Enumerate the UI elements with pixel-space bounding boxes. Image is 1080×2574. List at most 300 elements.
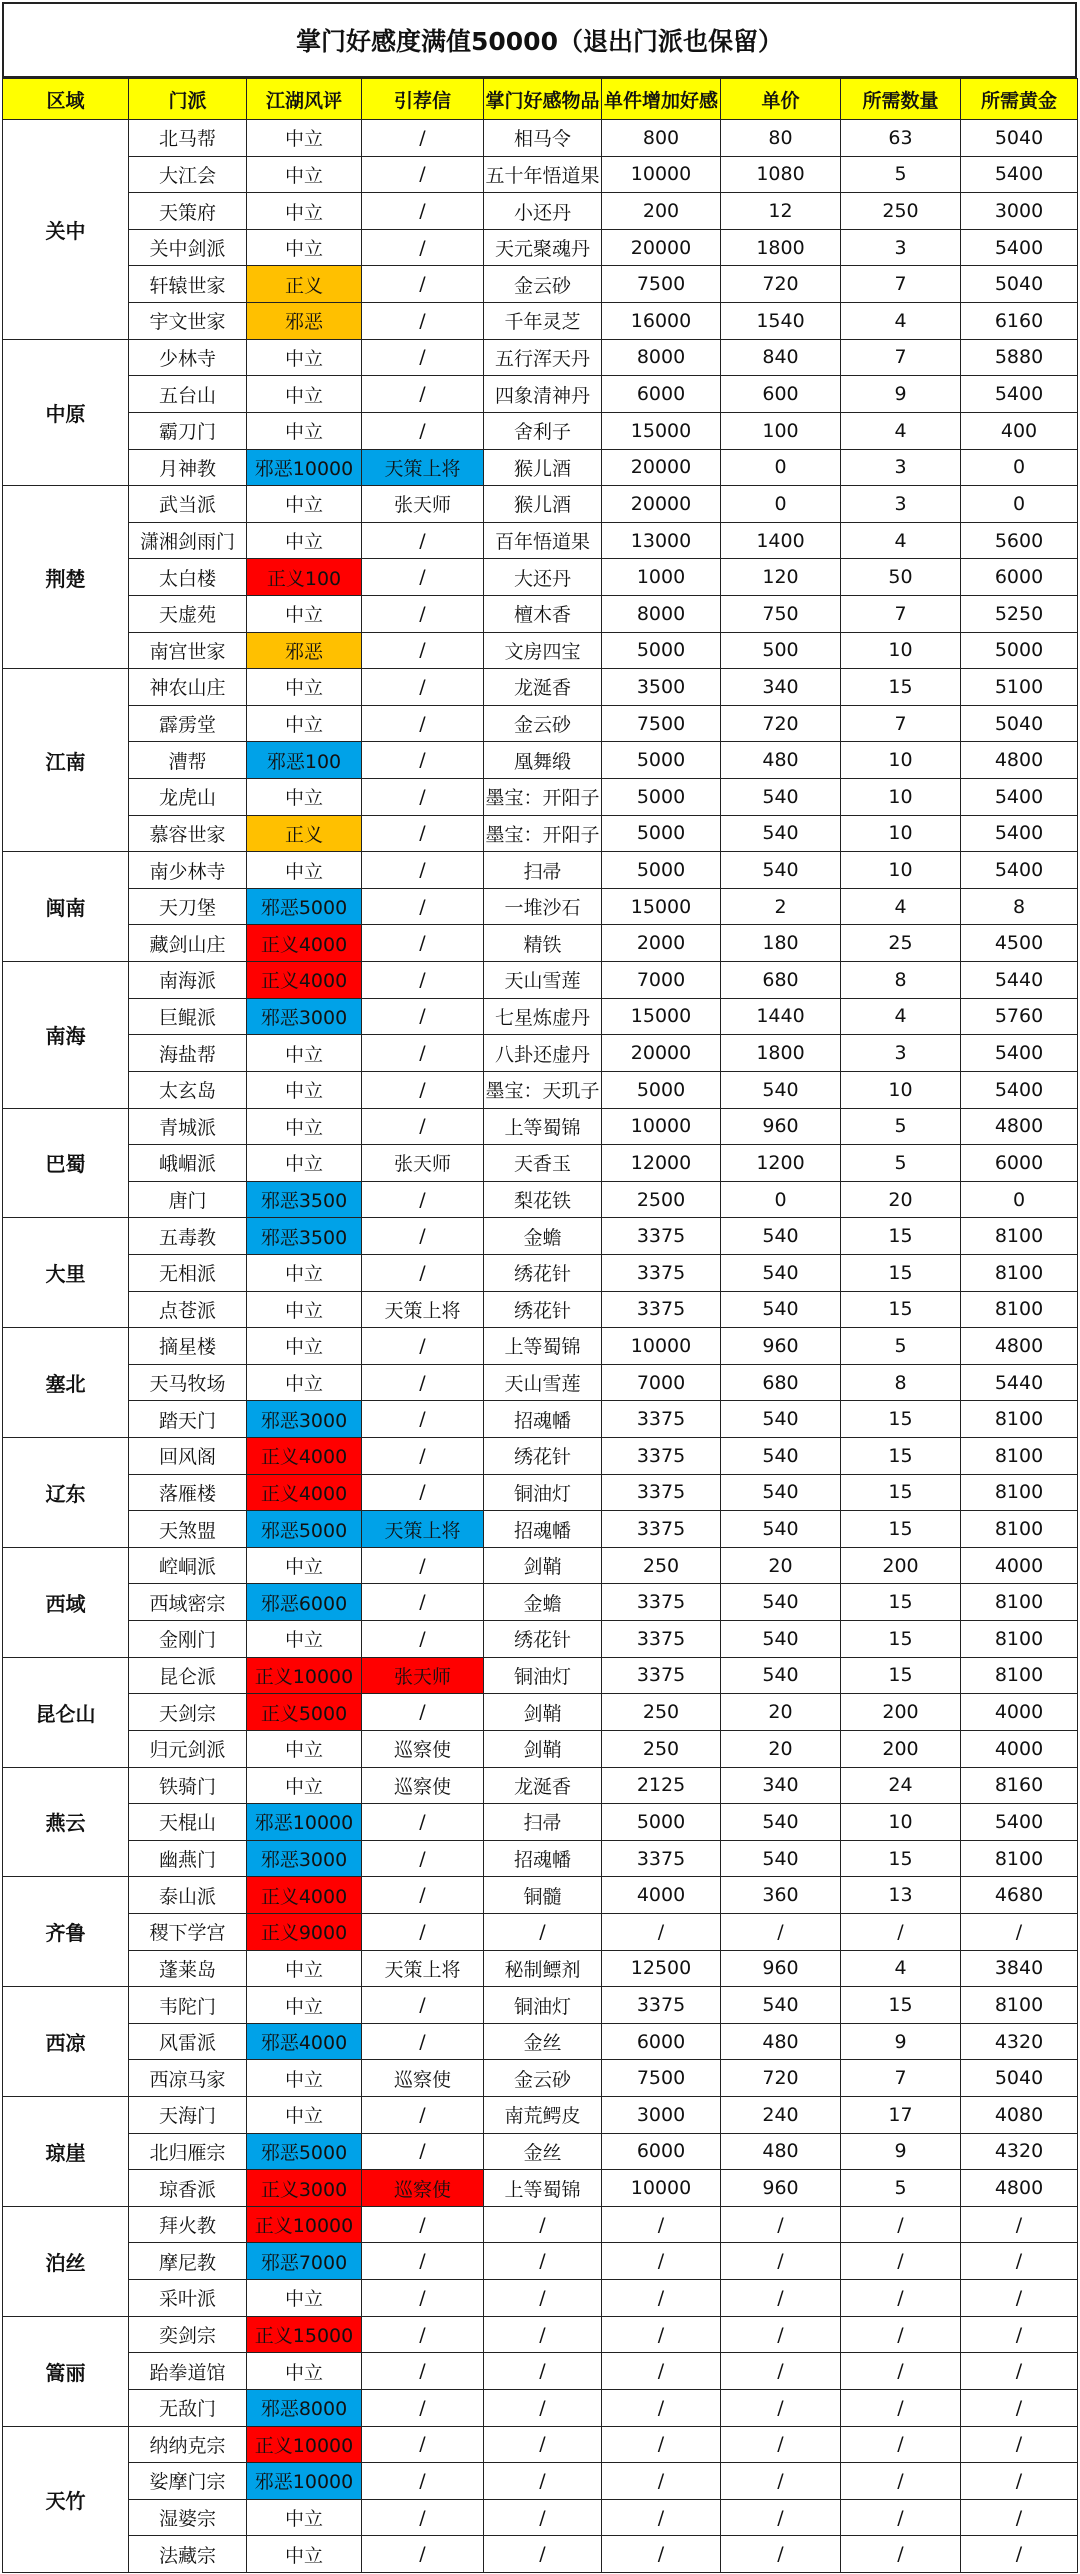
sect-name: 天刀堡 — [128, 888, 247, 926]
sect-name: 泰山派 — [128, 1876, 247, 1914]
gold-cost: / — [960, 2389, 1078, 2427]
region-cell: 齐鲁 — [2, 1876, 129, 1987]
reputation: 中立 — [246, 668, 362, 706]
gold-cost: 8100 — [960, 1291, 1078, 1329]
referral-letter: / — [361, 2389, 484, 2427]
reputation: 邪恶3500 — [246, 1181, 362, 1219]
reputation: 正义4000 — [246, 1437, 362, 1475]
sect-name: 青城派 — [128, 1108, 247, 1146]
referral-letter: / — [361, 2133, 484, 2171]
gift-item: 龙涎香 — [483, 1767, 602, 1805]
region-cell: 闽南 — [2, 851, 129, 962]
gift-item: 墨宝：开阳子 — [483, 815, 602, 853]
quantity: 3 — [840, 485, 961, 523]
reputation: 正义100 — [246, 558, 362, 596]
unit-price: / — [720, 2426, 841, 2464]
unit-price: 540 — [720, 815, 841, 853]
quantity: 15 — [840, 1291, 961, 1329]
favor-per-item: 8000 — [601, 595, 721, 633]
quantity: 17 — [840, 2096, 961, 2134]
unit-price: 1440 — [720, 998, 841, 1036]
gold-cost: 400 — [960, 412, 1078, 450]
sect-name: 无相派 — [128, 1254, 247, 1292]
unit-price: 720 — [720, 265, 841, 303]
reputation: 正义5000 — [246, 1693, 362, 1731]
gift-item: 铜髓 — [483, 1876, 602, 1914]
reputation: 邪恶 — [246, 302, 362, 340]
gift-item: 上等蜀锦 — [483, 1108, 602, 1146]
favor-per-item: / — [601, 2316, 721, 2354]
favor-per-item: 5000 — [601, 741, 721, 779]
unit-price: 120 — [720, 558, 841, 596]
quantity: 15 — [840, 1510, 961, 1548]
unit-price: 540 — [720, 1291, 841, 1329]
referral-letter: / — [361, 558, 484, 596]
sect-name: 落雁楼 — [128, 1474, 247, 1512]
sect-name: 天马牧场 — [128, 1364, 247, 1402]
gift-item: 七星炼虚丹 — [483, 998, 602, 1036]
unit-price: 0 — [720, 449, 841, 487]
region-cell: 泊丝 — [2, 2206, 129, 2317]
reputation: 邪恶5000 — [246, 2133, 362, 2171]
favor-per-item: 16000 — [601, 302, 721, 340]
gold-cost: 8 — [960, 888, 1078, 926]
unit-price: 480 — [720, 2133, 841, 2171]
gift-item: 八卦还虚丹 — [483, 1034, 602, 1072]
unit-price: 540 — [720, 1583, 841, 1621]
gift-item: 大还丹 — [483, 558, 602, 596]
gold-cost: 5400 — [960, 1071, 1078, 1109]
gold-cost: 5400 — [960, 1034, 1078, 1072]
quantity: / — [840, 2535, 961, 2573]
unit-price: 12 — [720, 192, 841, 230]
quantity: / — [840, 2499, 961, 2537]
sect-name: 踏天门 — [128, 1400, 247, 1438]
quantity: 10 — [840, 851, 961, 889]
referral-letter: / — [361, 2279, 484, 2317]
referral-letter: / — [361, 339, 484, 377]
reputation: 中立 — [246, 156, 362, 194]
unit-price: 960 — [720, 1327, 841, 1365]
gift-item: 墨宝：开阳子 — [483, 778, 602, 816]
quantity: 8 — [840, 1364, 961, 1402]
reputation: 中立 — [246, 2279, 362, 2317]
referral-letter: / — [361, 741, 484, 779]
quantity: 5 — [840, 1144, 961, 1182]
unit-price: / — [720, 2499, 841, 2537]
quantity: 4 — [840, 522, 961, 560]
referral-letter: / — [361, 1254, 484, 1292]
reputation: 邪恶8000 — [246, 2389, 362, 2427]
reputation: 中立 — [246, 1071, 362, 1109]
gold-cost: 4000 — [960, 1547, 1078, 1585]
unit-price: / — [720, 2462, 841, 2500]
region-cell: 巴蜀 — [2, 1108, 129, 1219]
quantity: 3 — [840, 229, 961, 267]
quantity: 20 — [840, 1181, 961, 1219]
gold-cost: 6000 — [960, 558, 1078, 596]
favor-per-item: 20000 — [601, 485, 721, 523]
reputation: 正义15000 — [246, 2316, 362, 2354]
gift-item: 剑鞘 — [483, 1547, 602, 1585]
unit-price: 20 — [720, 1693, 841, 1731]
unit-price: 960 — [720, 2169, 841, 2207]
gift-item: 扫帚 — [483, 1803, 602, 1841]
referral-letter: 天策上将 — [361, 1950, 484, 1988]
quantity: 50 — [840, 558, 961, 596]
unit-price: 0 — [720, 485, 841, 523]
favor-per-item: 2125 — [601, 1767, 721, 1805]
quantity: 3 — [840, 1034, 961, 1072]
referral-letter: / — [361, 1217, 484, 1255]
referral-letter: / — [361, 265, 484, 303]
gold-cost: 4000 — [960, 1693, 1078, 1731]
favor-per-item: / — [601, 2426, 721, 2464]
unit-price: 540 — [720, 1217, 841, 1255]
referral-letter: / — [361, 119, 484, 157]
sect-name: 霹雳堂 — [128, 705, 247, 743]
unit-price: 540 — [720, 1510, 841, 1548]
sect-name: 巨鲲派 — [128, 998, 247, 1036]
gold-cost: 5000 — [960, 632, 1078, 670]
sect-name: 金刚门 — [128, 1620, 247, 1658]
gold-cost: 5400 — [960, 375, 1078, 413]
favor-per-item: 800 — [601, 119, 721, 157]
quantity: / — [840, 2206, 961, 2244]
favor-per-item: 7500 — [601, 265, 721, 303]
gold-cost: 5400 — [960, 156, 1078, 194]
sect-name: 崆峒派 — [128, 1547, 247, 1585]
gift-item: 绣花针 — [483, 1291, 602, 1329]
favor-per-item: / — [601, 2279, 721, 2317]
favor-per-item: 13000 — [601, 522, 721, 560]
gift-item: 檀木香 — [483, 595, 602, 633]
reputation: 邪恶100 — [246, 741, 362, 779]
unit-price: 80 — [720, 119, 841, 157]
quantity: 10 — [840, 741, 961, 779]
sect-name: 采叶派 — [128, 2279, 247, 2317]
reputation: 中立 — [246, 229, 362, 267]
favor-per-item: 6000 — [601, 2133, 721, 2171]
unit-price: 360 — [720, 1876, 841, 1914]
favor-per-item: 5000 — [601, 851, 721, 889]
referral-letter: / — [361, 2535, 484, 2573]
quantity: 200 — [840, 1693, 961, 1731]
gift-item: 上等蜀锦 — [483, 2169, 602, 2207]
gift-item: 南荒鳄皮 — [483, 2096, 602, 2134]
unit-price: / — [720, 2352, 841, 2390]
gift-item: 凰舞缎 — [483, 741, 602, 779]
sect-name: 天煞盟 — [128, 1510, 247, 1548]
unit-price: 540 — [720, 1400, 841, 1438]
unit-price: 1540 — [720, 302, 841, 340]
reputation: 正义3000 — [246, 2169, 362, 2207]
unit-price: / — [720, 2206, 841, 2244]
gold-cost: / — [960, 2242, 1078, 2280]
sect-name: 跆拳道馆 — [128, 2352, 247, 2390]
sect-name: 铁骑门 — [128, 1767, 247, 1805]
quantity: 15 — [840, 1657, 961, 1695]
quantity: 10 — [840, 1071, 961, 1109]
gift-item: 墨宝：天玑子 — [483, 1071, 602, 1109]
gold-cost: 5040 — [960, 265, 1078, 303]
reputation: 邪恶3500 — [246, 1217, 362, 1255]
gift-item: 舍利子 — [483, 412, 602, 450]
gift-item: 金云砂 — [483, 2059, 602, 2097]
sect-name: 拜火教 — [128, 2206, 247, 2244]
favor-per-item: 5000 — [601, 1803, 721, 1841]
region-cell: 西域 — [2, 1547, 129, 1658]
gold-cost: / — [960, 2499, 1078, 2537]
favor-per-item: 2000 — [601, 924, 721, 962]
reputation: 邪恶4000 — [246, 2023, 362, 2061]
reputation: 中立 — [246, 1291, 362, 1329]
gift-item: 绣花针 — [483, 1437, 602, 1475]
favor-per-item: / — [601, 2242, 721, 2280]
gold-cost: 4800 — [960, 741, 1078, 779]
unit-price: 2 — [720, 888, 841, 926]
reputation: 邪恶3000 — [246, 998, 362, 1036]
quantity: 10 — [840, 1803, 961, 1841]
unit-price: 750 — [720, 595, 841, 633]
gift-item: 文房四宝 — [483, 632, 602, 670]
gold-cost: / — [960, 2352, 1078, 2390]
sect-name: 潇湘剑雨门 — [128, 522, 247, 560]
favor-per-item: 12000 — [601, 1144, 721, 1182]
reputation: 邪恶6000 — [246, 1583, 362, 1621]
favor-per-item: 3000 — [601, 2096, 721, 2134]
referral-letter: / — [361, 668, 484, 706]
quantity: / — [840, 2352, 961, 2390]
favor-per-item: 3375 — [601, 1620, 721, 1658]
gold-cost: 4080 — [960, 2096, 1078, 2134]
region-cell: 中原 — [2, 339, 129, 486]
gold-cost: 5040 — [960, 2059, 1078, 2097]
gold-cost: 3000 — [960, 192, 1078, 230]
unit-price: 960 — [720, 1108, 841, 1146]
gold-cost: / — [960, 1913, 1078, 1951]
referral-letter: / — [361, 2426, 484, 2464]
favor-per-item: 7500 — [601, 705, 721, 743]
quantity: 9 — [840, 2133, 961, 2171]
reputation: 中立 — [246, 375, 362, 413]
sect-name: 太白楼 — [128, 558, 247, 596]
sect-name: 蓬莱岛 — [128, 1950, 247, 1988]
unit-price: 540 — [720, 1071, 841, 1109]
favor-per-item: 250 — [601, 1693, 721, 1731]
unit-price: 540 — [720, 1474, 841, 1512]
gift-item: / — [483, 2499, 602, 2537]
quantity: 200 — [840, 1730, 961, 1768]
favor-per-item: / — [601, 2462, 721, 2500]
referral-letter: 张天师 — [361, 485, 484, 523]
reputation: 正义 — [246, 265, 362, 303]
region-cell: 天竹 — [2, 2426, 129, 2573]
reputation: 中立 — [246, 1950, 362, 1988]
unit-price: / — [720, 2389, 841, 2427]
reputation-header: 江湖风评 — [246, 78, 362, 120]
region-cell: 琼崖 — [2, 2096, 129, 2207]
reputation: 中立 — [246, 705, 362, 743]
gold-cost: 8100 — [960, 1840, 1078, 1878]
gold-cost: 4680 — [960, 1876, 1078, 1914]
gold-cost: / — [960, 2206, 1078, 2244]
sect-name: 西凉马家 — [128, 2059, 247, 2097]
unit-price: 540 — [720, 1437, 841, 1475]
favor-per-item: / — [601, 2499, 721, 2537]
gift-item: 一堆沙石 — [483, 888, 602, 926]
quantity: 4 — [840, 998, 961, 1036]
referral-letter: / — [361, 1327, 484, 1365]
gold-cost: / — [960, 2426, 1078, 2464]
sect-name: 幽燕门 — [128, 1840, 247, 1878]
unit-price: 720 — [720, 2059, 841, 2097]
favor-per-item: 3375 — [601, 1437, 721, 1475]
referral-letter: / — [361, 522, 484, 560]
referral-letter: / — [361, 1583, 484, 1621]
quantity: 3 — [840, 449, 961, 487]
gift-item: / — [483, 2462, 602, 2500]
gift-item: 招魂幡 — [483, 1510, 602, 1548]
sect-name: 龙虎山 — [128, 778, 247, 816]
gold-cost: 8160 — [960, 1767, 1078, 1805]
reputation: 邪恶3000 — [246, 1840, 362, 1878]
referral-letter: / — [361, 924, 484, 962]
referral-letter: / — [361, 1693, 484, 1731]
sect-name: 北归雁宗 — [128, 2133, 247, 2171]
gold-cost: 4800 — [960, 2169, 1078, 2207]
reputation: 正义 — [246, 815, 362, 853]
unit-price: / — [720, 2535, 841, 2573]
favor-per-item: 6000 — [601, 2023, 721, 2061]
quantity: 7 — [840, 705, 961, 743]
quantity: 15 — [840, 1400, 961, 1438]
favor-per-item: 3375 — [601, 1254, 721, 1292]
gift-item: / — [483, 2389, 602, 2427]
gift-item: 金云砂 — [483, 265, 602, 303]
quantity: 15 — [840, 1217, 961, 1255]
reputation: 中立 — [246, 1986, 362, 2024]
unit-price: 340 — [720, 668, 841, 706]
gold-cost: 5400 — [960, 229, 1078, 267]
gift-item: 相马令 — [483, 119, 602, 157]
gold-cost: 8100 — [960, 1620, 1078, 1658]
sect-name: 太玄岛 — [128, 1071, 247, 1109]
unit-price: 680 — [720, 961, 841, 999]
unit-price-header: 单价 — [720, 78, 841, 120]
unit-price: / — [720, 2316, 841, 2354]
unit-price: 180 — [720, 924, 841, 962]
favor-per-item: 10000 — [601, 156, 721, 194]
favor-per-item: 8000 — [601, 339, 721, 377]
reputation: 中立 — [246, 1254, 362, 1292]
unit-price: 540 — [720, 1620, 841, 1658]
gift-item: / — [483, 2316, 602, 2354]
reputation: 中立 — [246, 339, 362, 377]
sect-name: 天虚苑 — [128, 595, 247, 633]
gift-item: 猴儿酒 — [483, 449, 602, 487]
table-title: 掌门好感度满值50000（退出门派也保留） — [2, 2, 1077, 78]
gold-cost: 5440 — [960, 961, 1078, 999]
gold-cost: 0 — [960, 485, 1078, 523]
quantity: 15 — [840, 1583, 961, 1621]
sect-name: 天海门 — [128, 2096, 247, 2134]
favor-per-item: 10000 — [601, 2169, 721, 2207]
gold-cost: / — [960, 2279, 1078, 2317]
sect-name: 北马帮 — [128, 119, 247, 157]
unit-price: / — [720, 2242, 841, 2280]
gold-cost: 8100 — [960, 1254, 1078, 1292]
sect-name: 摘星楼 — [128, 1327, 247, 1365]
gift-item-header: 掌门好感物品 — [483, 78, 602, 120]
favor-per-item: 3375 — [601, 1657, 721, 1695]
reputation: 中立 — [246, 595, 362, 633]
unit-price: 1200 — [720, 1144, 841, 1182]
gift-item: 绣花针 — [483, 1254, 602, 1292]
quantity: 9 — [840, 2023, 961, 2061]
favor-per-item: 4000 — [601, 1876, 721, 1914]
reputation: 邪恶10000 — [246, 1803, 362, 1841]
quantity: 250 — [840, 192, 961, 230]
quantity: 8 — [840, 961, 961, 999]
favor-per-item: 6000 — [601, 375, 721, 413]
sect-name: 西域密宗 — [128, 1583, 247, 1621]
gold-cost: 5880 — [960, 339, 1078, 377]
referral-letter: / — [361, 998, 484, 1036]
reputation: 中立 — [246, 1144, 362, 1182]
gold-cost: 5440 — [960, 1364, 1078, 1402]
reputation: 邪恶10000 — [246, 449, 362, 487]
gift-item: 剑鞘 — [483, 1693, 602, 1731]
quantity: 13 — [840, 1876, 961, 1914]
referral-letter: / — [361, 2206, 484, 2244]
gold-cost: 8100 — [960, 1583, 1078, 1621]
favor-per-item: 5000 — [601, 1071, 721, 1109]
region-cell: 篙丽 — [2, 2316, 129, 2427]
unit-price: 480 — [720, 2023, 841, 2061]
referral-letter: / — [361, 632, 484, 670]
favor-per-item: 20000 — [601, 229, 721, 267]
unit-price: 680 — [720, 1364, 841, 1402]
favor-per-item: 200 — [601, 192, 721, 230]
quantity: 10 — [840, 632, 961, 670]
referral-letter: / — [361, 2352, 484, 2390]
unit-price: 540 — [720, 1986, 841, 2024]
reputation: 邪恶5000 — [246, 888, 362, 926]
region-cell: 大里 — [2, 1217, 129, 1328]
unit-price: 0 — [720, 1181, 841, 1219]
sect-name: 无敌门 — [128, 2389, 247, 2427]
gold-cost: 8100 — [960, 1217, 1078, 1255]
quantity: 5 — [840, 2169, 961, 2207]
gold-cost: 4800 — [960, 1108, 1078, 1146]
unit-price: 1800 — [720, 229, 841, 267]
quantity: / — [840, 2316, 961, 2354]
gold-cost: 4800 — [960, 1327, 1078, 1365]
quantity: 15 — [840, 1474, 961, 1512]
favor-per-item: 250 — [601, 1547, 721, 1585]
gift-item: 梨花铁 — [483, 1181, 602, 1219]
referral-letter: / — [361, 412, 484, 450]
gift-item: 上等蜀锦 — [483, 1327, 602, 1365]
sect-name: 纳纳克宗 — [128, 2426, 247, 2464]
favor-per-item: 15000 — [601, 412, 721, 450]
quantity: / — [840, 1913, 961, 1951]
unit-price: 540 — [720, 1657, 841, 1695]
gift-item: / — [483, 2242, 602, 2280]
unit-price: 540 — [720, 1803, 841, 1841]
gift-item: / — [483, 2426, 602, 2464]
